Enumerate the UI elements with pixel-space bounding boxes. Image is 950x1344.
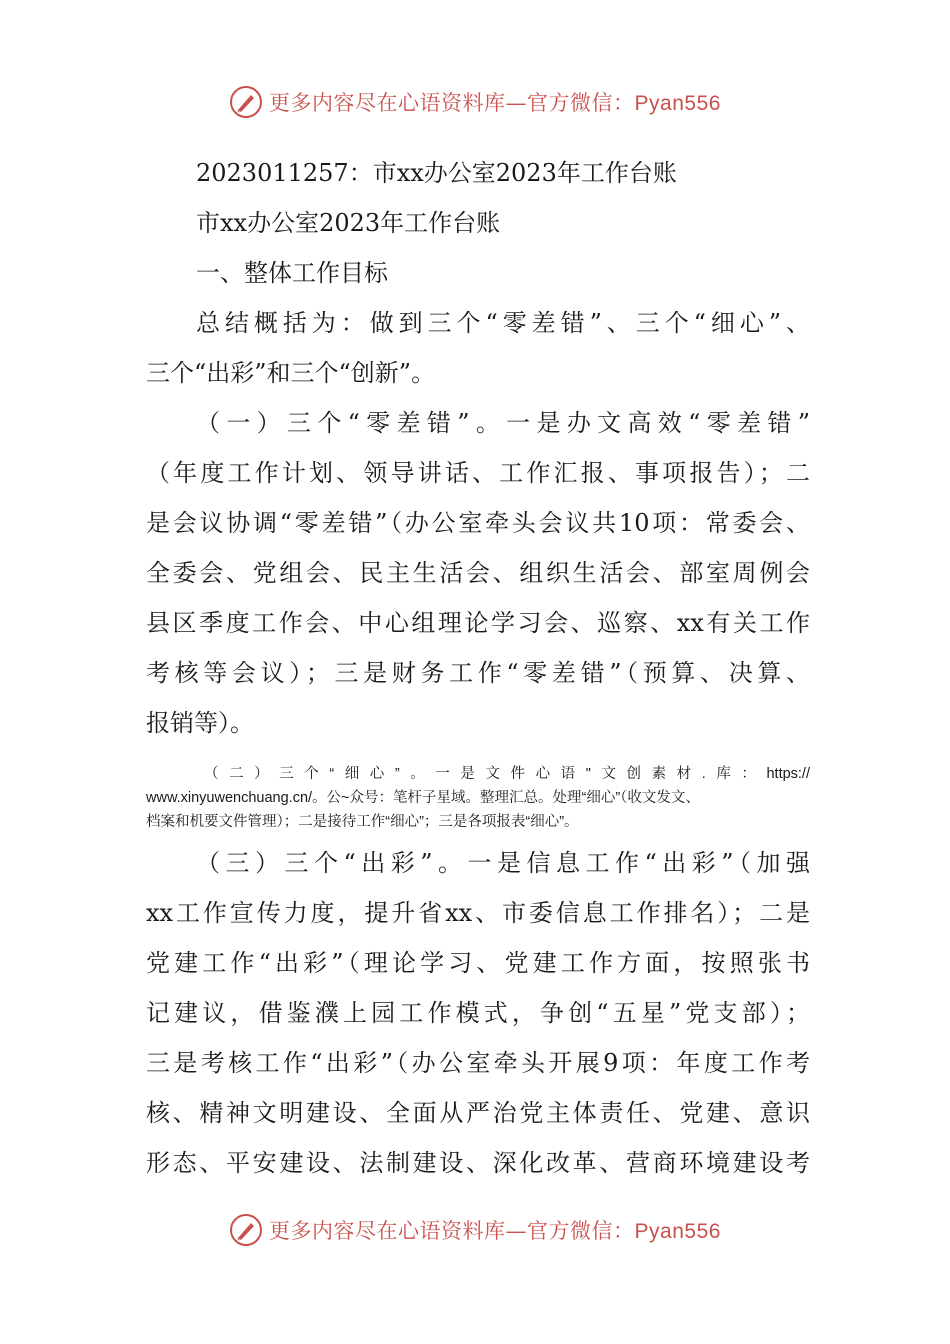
paragraph-line: 三个“出彩”和三个“创新”。 bbox=[146, 359, 436, 387]
paragraph-line: （三）三个“出彩”。一是信息工作“出彩”（加强 bbox=[196, 849, 810, 877]
paragraph-line: （年度工作计划、领导讲话、工作汇报、事项报告）；二 bbox=[146, 459, 810, 487]
paragraph-line: 核、精神文明建设、全面从严治党主体责任、党建、意识 bbox=[146, 1099, 810, 1127]
paragraph-line: 考核等会议）；三是财务工作“零差错”（预算、决算、 bbox=[146, 659, 810, 687]
document-body bbox=[146, 148, 810, 1188]
header-banner bbox=[0, 80, 950, 124]
small-line: 档案和机要文件管理）；二是接待工作“细心”；三是各项报表“细心”。 bbox=[146, 814, 579, 830]
footer-text bbox=[269, 1215, 721, 1245]
paragraph-line: xx工作宣传力度，提升省xx、市委信息工作排名）；二是 bbox=[146, 899, 810, 927]
pen-logo-icon bbox=[229, 85, 263, 119]
paragraph-line: 报销等）。 bbox=[146, 709, 254, 737]
footer-wechat-id: Pyan556 bbox=[634, 1220, 721, 1243]
paragraph-line: 形态、平安建设、法制建设、深化改革、营商环境建设考 bbox=[146, 1149, 810, 1177]
header-wechat-label: 官方微信： bbox=[527, 91, 635, 115]
paragraph-line: 县区季度工作会、中心组理论学习会、巡察、xx有关工作 bbox=[146, 609, 810, 637]
paragraph-line: 三是考核工作“出彩”（办公室牵头开展9项：年度工作考 bbox=[146, 1049, 810, 1077]
footer-dash: — bbox=[505, 1219, 528, 1243]
paragraph-line: 全委会、党组会、民主生活会、组织生活会、部室周例会 bbox=[146, 559, 810, 587]
small-line: www.xinyuwenchuang.cn/。公~众号：笔杆子星域。整理汇总。处理“细心”（收文发文、 bbox=[146, 790, 700, 806]
doc-subtitle-line: 市xx办公室2023年工作台账 bbox=[196, 209, 501, 237]
paragraph-line: 总结概括为：做到三个“零差错”、三个“细心”、 bbox=[196, 309, 810, 337]
small-line: （二）三个“细心”。一是文件心语"文创素材.库：https:// bbox=[204, 766, 810, 782]
paragraph-line: 党建工作“出彩”（理论学习、党建工作方面，按照张书 bbox=[146, 949, 810, 977]
paragraph-line: 是会议协调“零差错”（办公室牵头会议共10项：常委会、 bbox=[146, 509, 810, 537]
paragraph-line: （一）三个“零差错”。一是办文高效“零差错” bbox=[196, 409, 810, 437]
header-dash: — bbox=[505, 91, 528, 115]
header-wechat-id: Pyan556 bbox=[634, 92, 721, 115]
footer-banner bbox=[0, 1208, 950, 1252]
paragraph-line: 记建议，借鉴濮上园工作模式，争创“五星”党支部）； bbox=[146, 999, 810, 1027]
section-heading: 一、整体工作目标 bbox=[196, 259, 388, 287]
header-site-name: 更多内容尽在心语资料库 bbox=[269, 91, 506, 115]
footer-site-name: 更多内容尽在心语资料库 bbox=[269, 1219, 506, 1243]
pen-logo-icon bbox=[229, 1213, 263, 1247]
footer-wechat-label: 官方微信： bbox=[527, 1219, 635, 1243]
doc-title-line: 2023011257：市xx办公室2023年工作台账 bbox=[196, 159, 677, 187]
header-text bbox=[269, 87, 721, 117]
small-print-paragraph bbox=[146, 762, 810, 834]
